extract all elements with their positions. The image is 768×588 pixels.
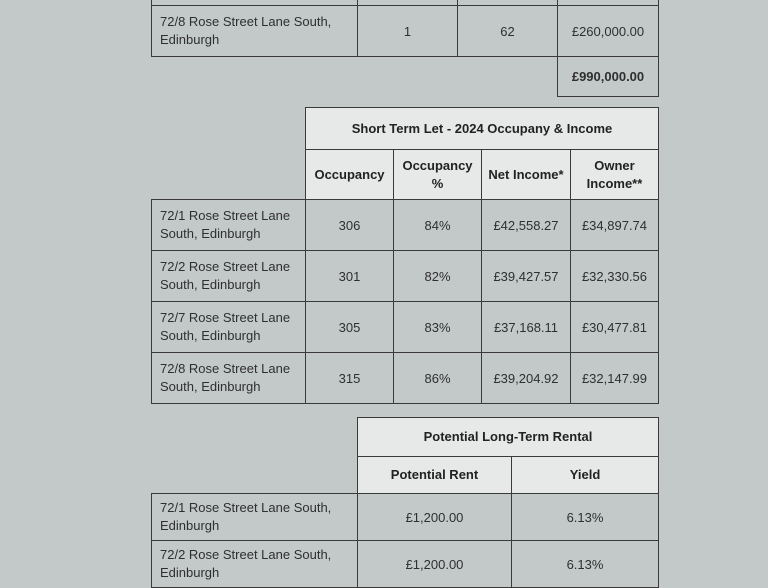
yield-cell: 6.13% [512,541,659,588]
table-header-row [152,457,659,494]
address-cell: 72/7 Rose Street Lane South, Edinburgh [152,302,306,353]
long-term-table [151,417,659,588]
table-row [152,251,659,302]
address-cell: 72/2 Rose Street Lane South, Edinburgh [152,541,358,588]
occupancy-pct-cell: 84% [394,200,482,251]
address-cell: 72/8 Rose Street Lane South, Edinburgh [152,6,358,57]
occupancy-cell: 315 [306,353,394,404]
occupancy-pct-cell: 86% [394,353,482,404]
column-header: Occupancy [306,150,394,200]
spacer [152,457,358,494]
address-cell: 72/1 Rose Street Lane South, Edinburgh [152,200,306,251]
table-title-row [152,418,659,457]
net-income-cell: £39,204.92 [482,353,571,404]
sales-table [151,0,659,97]
occupancy-cell: 305 [306,302,394,353]
table-title: Potential Long-Term Rental [358,418,659,457]
total-row [152,57,659,97]
table-title-row [152,108,659,150]
occupancy-pct-cell: 83% [394,302,482,353]
rent-cell: £1,200.00 [358,541,512,588]
occupancy-pct-cell: 82% [394,251,482,302]
address-cell: 72/2 Rose Street Lane South, Edinburgh [152,251,306,302]
table-row [152,200,659,251]
table-header-row [152,150,659,200]
total-cell: £990,000.00 [558,57,659,97]
table-title: Short Term Let - 2024 Occupany & Income [306,108,659,150]
column-header: Yield [512,457,659,494]
short-term-table [151,107,659,404]
spacer [152,150,306,200]
table-row [152,302,659,353]
table-row [152,6,659,57]
owner-income-cell: £30,477.81 [571,302,659,353]
net-income-cell: £39,427.57 [482,251,571,302]
net-income-cell: £42,558.27 [482,200,571,251]
units-cell: 1 [358,6,458,57]
spacer [152,57,558,97]
net-income-cell: £37,168.11 [482,302,571,353]
spacer [152,418,358,457]
spacer [152,108,306,150]
table-row [152,494,659,541]
owner-income-cell: £32,147.99 [571,353,659,404]
rent-cell: £1,200.00 [358,494,512,541]
price-cell: £260,000.00 [558,6,659,57]
occupancy-cell: 306 [306,200,394,251]
owner-income-cell: £32,330.56 [571,251,659,302]
column-header: Net Income* [482,150,571,200]
column-header: Potential Rent [358,457,512,494]
table-row [152,353,659,404]
yield-cell: 6.13% [512,494,659,541]
table-row [152,541,659,588]
address-cell: 72/1 Rose Street Lane South, Edinburgh [152,494,358,541]
owner-income-cell: £34,897.74 [571,200,659,251]
size-cell: 62 [458,6,558,57]
column-header: Occupancy % [394,150,482,200]
address-cell: 72/8 Rose Street Lane South, Edinburgh [152,353,306,404]
column-header: Owner Income** [571,150,659,200]
occupancy-cell: 301 [306,251,394,302]
